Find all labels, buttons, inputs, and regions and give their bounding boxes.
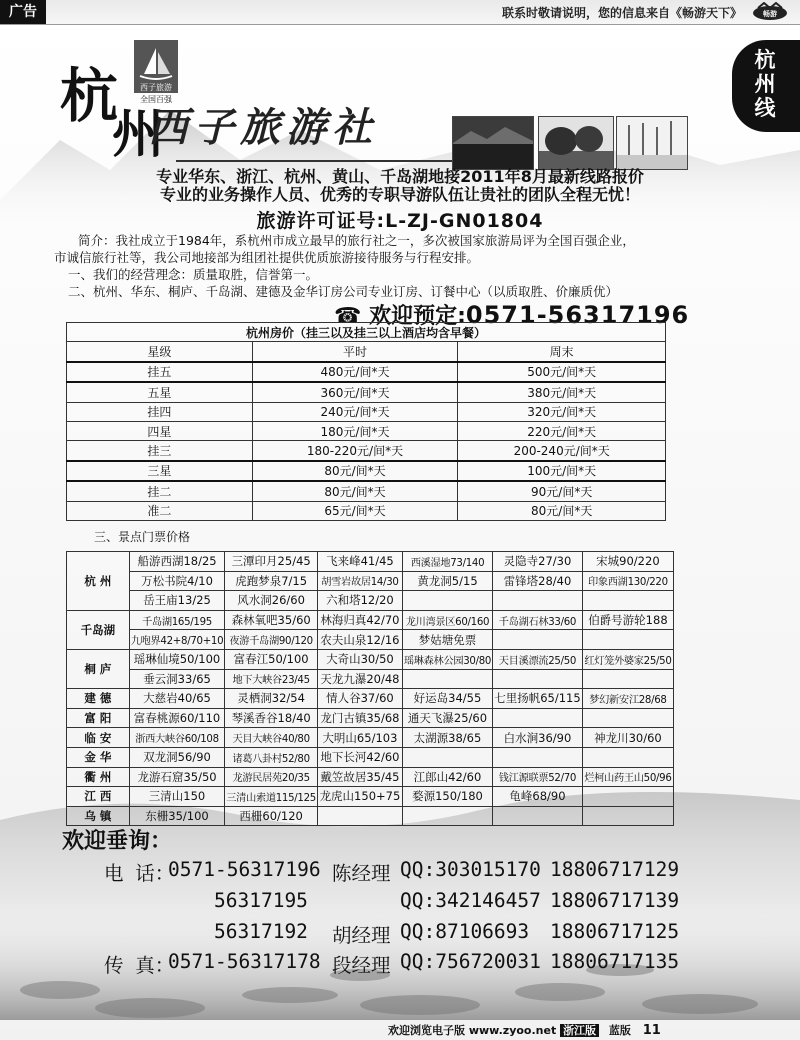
ticket-cell: 天目溪漂流25/50 [493, 649, 583, 669]
ticket-cell: 浙西大峡谷60/108 [129, 728, 225, 748]
city-name: 桐 庐 [67, 649, 130, 688]
ticket-cell [582, 591, 673, 611]
ticket-cell: 森林氧吧35/60 [225, 610, 318, 630]
ticket-cell: 伯爵号游轮188 [582, 610, 673, 630]
contact-qq[interactable]: QQ:303015170 [400, 858, 541, 881]
contact-qq[interactable]: QQ:342146457 [400, 889, 541, 912]
ticket-cell: 七里扬帆65/115 [493, 689, 583, 709]
ticket-cell [493, 708, 583, 728]
ticket-cell: 好运岛34/55 [402, 689, 492, 709]
ticket-cell: 龙游石窟35/50 [129, 767, 225, 787]
hotel-price-table [66, 322, 666, 521]
ticket-cell: 万松书院4/10 [129, 571, 225, 591]
ticket-section-title: 三、景点门票价格 [94, 530, 191, 544]
city-name: 富 阳 [67, 708, 130, 728]
footer-edition: 浙江版 [560, 1024, 599, 1037]
ticket-cell: 千岛湖石林33/60 [493, 610, 583, 630]
weekend-price: 380元/间*天 [458, 382, 666, 402]
contact-fax[interactable]: 0571-56317178 [168, 950, 321, 973]
ticket-cell: 印象西湖130/220 [582, 571, 673, 591]
ticket-cell: 龙门古镇35/68 [317, 708, 402, 728]
ticket-cell: 龙虎山150+75 [317, 787, 402, 807]
page-number: 11 [642, 1023, 661, 1038]
ticket-row [67, 787, 674, 807]
weekend-price: 320元/间*天 [458, 402, 666, 421]
hotel-grade: 挂五 [67, 362, 253, 382]
region-tab [732, 40, 800, 132]
license-number: 旅游许可证号:L-ZJ-GN01804 [256, 210, 544, 232]
ticket-cell: 雷锋塔28/40 [493, 571, 583, 591]
intro-principle: 一、我们的经营理念：质量取胜，信誉第一。 [68, 267, 319, 282]
logo-badge-sub: 全国百强 [140, 95, 172, 104]
intro-paragraph: 市诚信旅行社等，我公司地接部为组团社提供优质旅游接待服务与行程安排。 [54, 250, 480, 265]
slogan-line-1: 专业华东、浙江、杭州、黄山、千岛湖地接2011年8月最新线路报价 [156, 167, 644, 186]
sail-logo-icon [134, 40, 178, 84]
ticket-cell: 江郎山42/60 [402, 767, 492, 787]
ticket-cell: 三清山索道115/125 [225, 787, 318, 807]
ticket-row [67, 747, 674, 767]
ticket-cell: 瑶琳森林公园30/80 [402, 649, 492, 669]
weekend-price: 90元/间*天 [458, 481, 666, 501]
ticket-cell: 琴溪香谷18/40 [225, 708, 318, 728]
ticket-row [67, 806, 674, 826]
ticket-row [67, 591, 674, 611]
hotel-row [67, 382, 666, 402]
ticket-cell: 钱江源联票52/70 [493, 767, 583, 787]
magazine-logo-icon [750, 2, 790, 22]
weekend-price: 100元/间*天 [458, 461, 666, 481]
trees-photo [538, 116, 614, 170]
contact-phone[interactable]: 0571-56317196 [168, 858, 321, 881]
ticket-cell: 双龙洞56/90 [129, 747, 225, 767]
ticket-row [67, 571, 674, 591]
ticket-row [67, 669, 674, 689]
city-name: 江 西 [67, 787, 130, 807]
ticket-cell [582, 787, 673, 807]
tel-label: 电 话： [104, 862, 175, 885]
ticket-cell [493, 669, 583, 689]
hotel-header-cell: 周末 [458, 342, 666, 362]
ticket-cell: 太湖源38/65 [402, 728, 492, 748]
winter-trees-photo [616, 116, 688, 170]
ticket-cell: 通天飞瀑25/60 [402, 708, 492, 728]
ticket-cell: 瑶琳仙境50/100 [129, 649, 225, 669]
ticket-cell: 戴笠故居35/45 [317, 767, 402, 787]
weekday-price: 80元/间*天 [252, 461, 458, 481]
logo-char-zhou: 州 [112, 104, 165, 165]
booking-phone[interactable]: 0571-56317196 [465, 301, 690, 329]
ticket-cell: 大奇山30/50 [317, 649, 402, 669]
hotel-grade: 挂二 [67, 481, 253, 501]
hotel-grade: 四星 [67, 421, 253, 440]
city-name: 建 德 [67, 689, 130, 709]
ticket-cell: 富春江50/100 [225, 649, 318, 669]
logo-char-hang: 杭 [60, 62, 119, 130]
region-tab-char: 杭 [754, 48, 778, 72]
ticket-cell: 龟峰68/90 [493, 787, 583, 807]
city-name: 金 华 [67, 747, 130, 767]
ticket-row [67, 552, 674, 572]
city-name: 杭 州 [67, 552, 130, 611]
hotel-row [67, 461, 666, 481]
ticket-cell: 诸葛八卦村52/80 [225, 747, 318, 767]
ticket-cell: 天目大峡谷40/80 [225, 728, 318, 748]
ticket-cell: 六和塔12/20 [317, 591, 402, 611]
ticket-cell: 东栅35/100 [129, 806, 225, 826]
ticket-cell: 三潭印月25/45 [225, 552, 318, 572]
hotel-row [67, 501, 666, 520]
ticket-cell [582, 708, 673, 728]
ticket-cell [402, 669, 492, 689]
ticket-cell: 虎跑梦泉7/15 [225, 571, 318, 591]
ticket-cell: 梦幻新安江28/68 [582, 689, 673, 709]
contact-person: 段经理 [332, 954, 391, 977]
intro-service: 二、杭州、华东、桐庐、千岛湖、建德及金华订房公司专业订房、订餐中心（以质取胜、价廉质优） [68, 284, 619, 299]
ticket-cell: 梦姑塘免票 [402, 630, 492, 650]
hotel-row [67, 481, 666, 501]
ticket-cell [582, 747, 673, 767]
ticket-row [67, 630, 674, 650]
contact-title: 欢迎垂询： [62, 829, 173, 854]
weekday-price: 180-220元/间*天 [252, 441, 458, 461]
ticket-cell: 西栅60/120 [225, 806, 318, 826]
logo-badge-text: 西子旅游 [134, 82, 178, 93]
ticket-cell: 夜游千岛湖90/120 [225, 630, 318, 650]
hotel-header-cell: 平时 [252, 342, 458, 362]
ticket-cell: 三清山150 [129, 787, 225, 807]
ticket-cell [402, 747, 492, 767]
city-name: 临 安 [67, 728, 130, 748]
city-name: 千岛湖 [67, 610, 130, 649]
ticket-cell: 龙游民居苑20/35 [225, 767, 318, 787]
hotel-row [67, 362, 666, 382]
ticket-cell: 情人谷37/60 [317, 689, 402, 709]
ticket-cell: 胡雪岩故居14/30 [317, 571, 402, 591]
contact-block [104, 858, 704, 988]
ticket-cell: 地下长河42/60 [317, 747, 402, 767]
ticket-cell: 大明山65/103 [317, 728, 402, 748]
ticket-cell [582, 806, 673, 826]
contact-mobile[interactable]: 18806717139 [550, 889, 680, 912]
company-brand-name: 西子旅游社 [148, 104, 378, 151]
weekday-price: 80元/间*天 [252, 481, 458, 501]
ticket-cell: 灵栖洞32/54 [225, 689, 318, 709]
contact-phone[interactable]: 56317195 [214, 889, 308, 912]
page-footer [388, 1022, 661, 1038]
ticket-cell [402, 591, 492, 611]
ticket-cell: 富春桃源60/110 [129, 708, 225, 728]
weekend-price: 80元/间*天 [458, 501, 666, 520]
intro-paragraph: 简介：我社成立于1984年，系杭州市成立最早的旅行社之一，多次被国家旅游局评为全国百强企业， [78, 233, 635, 248]
ticket-cell: 风水洞26/60 [225, 591, 318, 611]
contact-qq[interactable]: QQ:87106693 [400, 920, 530, 943]
ticket-cell: 九咆界42+8/70+10 [129, 630, 225, 650]
header-note: 联系时敬请说明，您的信息来自《畅游天下》 [501, 6, 742, 20]
ticket-row [67, 610, 674, 630]
contact-mobile[interactable]: 18806717129 [550, 858, 680, 881]
contact-phone[interactable]: 56317192 [214, 920, 308, 943]
company-intro [54, 232, 680, 300]
ticket-cell: 白水涧36/90 [493, 728, 583, 748]
contact-person: 陈经理 [332, 862, 391, 885]
hotel-grade: 三星 [67, 461, 253, 481]
hotel-grade: 五星 [67, 382, 253, 402]
ticket-cell: 天龙九瀑20/48 [317, 669, 402, 689]
hotel-row [67, 402, 666, 421]
ticket-cell [493, 747, 583, 767]
ticket-cell: 宋城90/220 [582, 552, 673, 572]
ticket-cell: 烂柯山药王山50/96 [582, 767, 673, 787]
ticket-cell: 红灯笼外婆家25/50 [582, 649, 673, 669]
ticket-cell: 飞来峰41/45 [317, 552, 402, 572]
hotel-header-cell: 星级 [67, 342, 253, 362]
ticket-row [67, 767, 674, 787]
weekend-price: 200-240元/间*天 [458, 441, 666, 461]
ticket-cell: 千岛湖165/195 [129, 610, 225, 630]
contact-mobile[interactable]: 18806717135 [550, 950, 680, 973]
ticket-row [67, 689, 674, 709]
region-tab-char: 线 [754, 96, 778, 120]
hotel-row [67, 421, 666, 440]
city-name: 衢 州 [67, 767, 130, 787]
ticket-row [67, 728, 674, 748]
ticket-cell [402, 806, 492, 826]
brand-underline [176, 160, 452, 162]
weekend-price: 500元/间*天 [458, 362, 666, 382]
ticket-cell [582, 630, 673, 650]
ticket-cell: 大慈岩40/65 [129, 689, 225, 709]
ticket-cell: 船游西湖18/25 [129, 552, 225, 572]
ticket-cell: 垂云洞33/65 [129, 669, 225, 689]
ticket-cell: 林海归真42/70 [317, 610, 402, 630]
weekday-price: 180元/间*天 [252, 421, 458, 440]
region-tab-char: 州 [754, 72, 778, 96]
svg-text:畅游: 畅游 [763, 10, 777, 18]
hotel-grade: 挂三 [67, 441, 253, 461]
weekend-price: 220元/间*天 [458, 421, 666, 440]
weekday-price: 65元/间*天 [252, 501, 458, 520]
ticket-cell [582, 669, 673, 689]
hotel-grade: 准二 [67, 501, 253, 520]
ticket-cell: 灵隐寺27/30 [493, 552, 583, 572]
ticket-cell [493, 591, 583, 611]
slogan-line-2: 专业的业务操作人员、优秀的专职导游队伍让贵社的团队全程无忧！ [159, 185, 640, 204]
ticket-price-table [66, 551, 674, 826]
ticket-row [67, 649, 674, 669]
weekday-price: 480元/间*天 [252, 362, 458, 382]
ad-label: 广告 [0, 0, 46, 24]
booking-label: 欢迎预定: [369, 304, 466, 329]
ticket-cell: 农夫山泉12/16 [317, 630, 402, 650]
footer-section: 蓝版 [608, 1024, 631, 1037]
contact-qq[interactable]: QQ:756720031 [400, 950, 541, 973]
ticket-cell: 岳王庙13/25 [129, 591, 225, 611]
hotel-grade: 挂四 [67, 402, 253, 421]
lake-photo [452, 116, 534, 170]
hotel-row [67, 441, 666, 461]
hotel-table-caption: 杭州房价（挂三以及挂三以上酒店均含早餐） [67, 323, 666, 342]
ticket-cell: 神龙川30/60 [582, 728, 673, 748]
weekday-price: 360元/间*天 [252, 382, 458, 402]
ticket-cell: 黄龙洞5/15 [402, 571, 492, 591]
ticket-cell: 西溪湿地73/140 [402, 552, 492, 572]
contact-mobile[interactable]: 18806717125 [550, 920, 680, 943]
ticket-row [67, 708, 674, 728]
fax-label: 传 真： [104, 954, 175, 977]
ticket-cell: 婺源150/180 [402, 787, 492, 807]
ticket-cell: 地下大峡谷23/45 [225, 669, 318, 689]
footer-website[interactable]: 欢迎浏览电子版 www.zyoo.net [388, 1024, 557, 1037]
weekday-price: 240元/间*天 [252, 402, 458, 421]
ticket-cell [493, 806, 583, 826]
city-name: 乌 镇 [67, 806, 130, 826]
ticket-cell: 龙川湾景区60/160 [402, 610, 492, 630]
ticket-cell [493, 630, 583, 650]
contact-person: 胡经理 [332, 924, 391, 947]
telephone-icon: ☎ [334, 304, 362, 329]
ticket-cell [317, 806, 402, 826]
